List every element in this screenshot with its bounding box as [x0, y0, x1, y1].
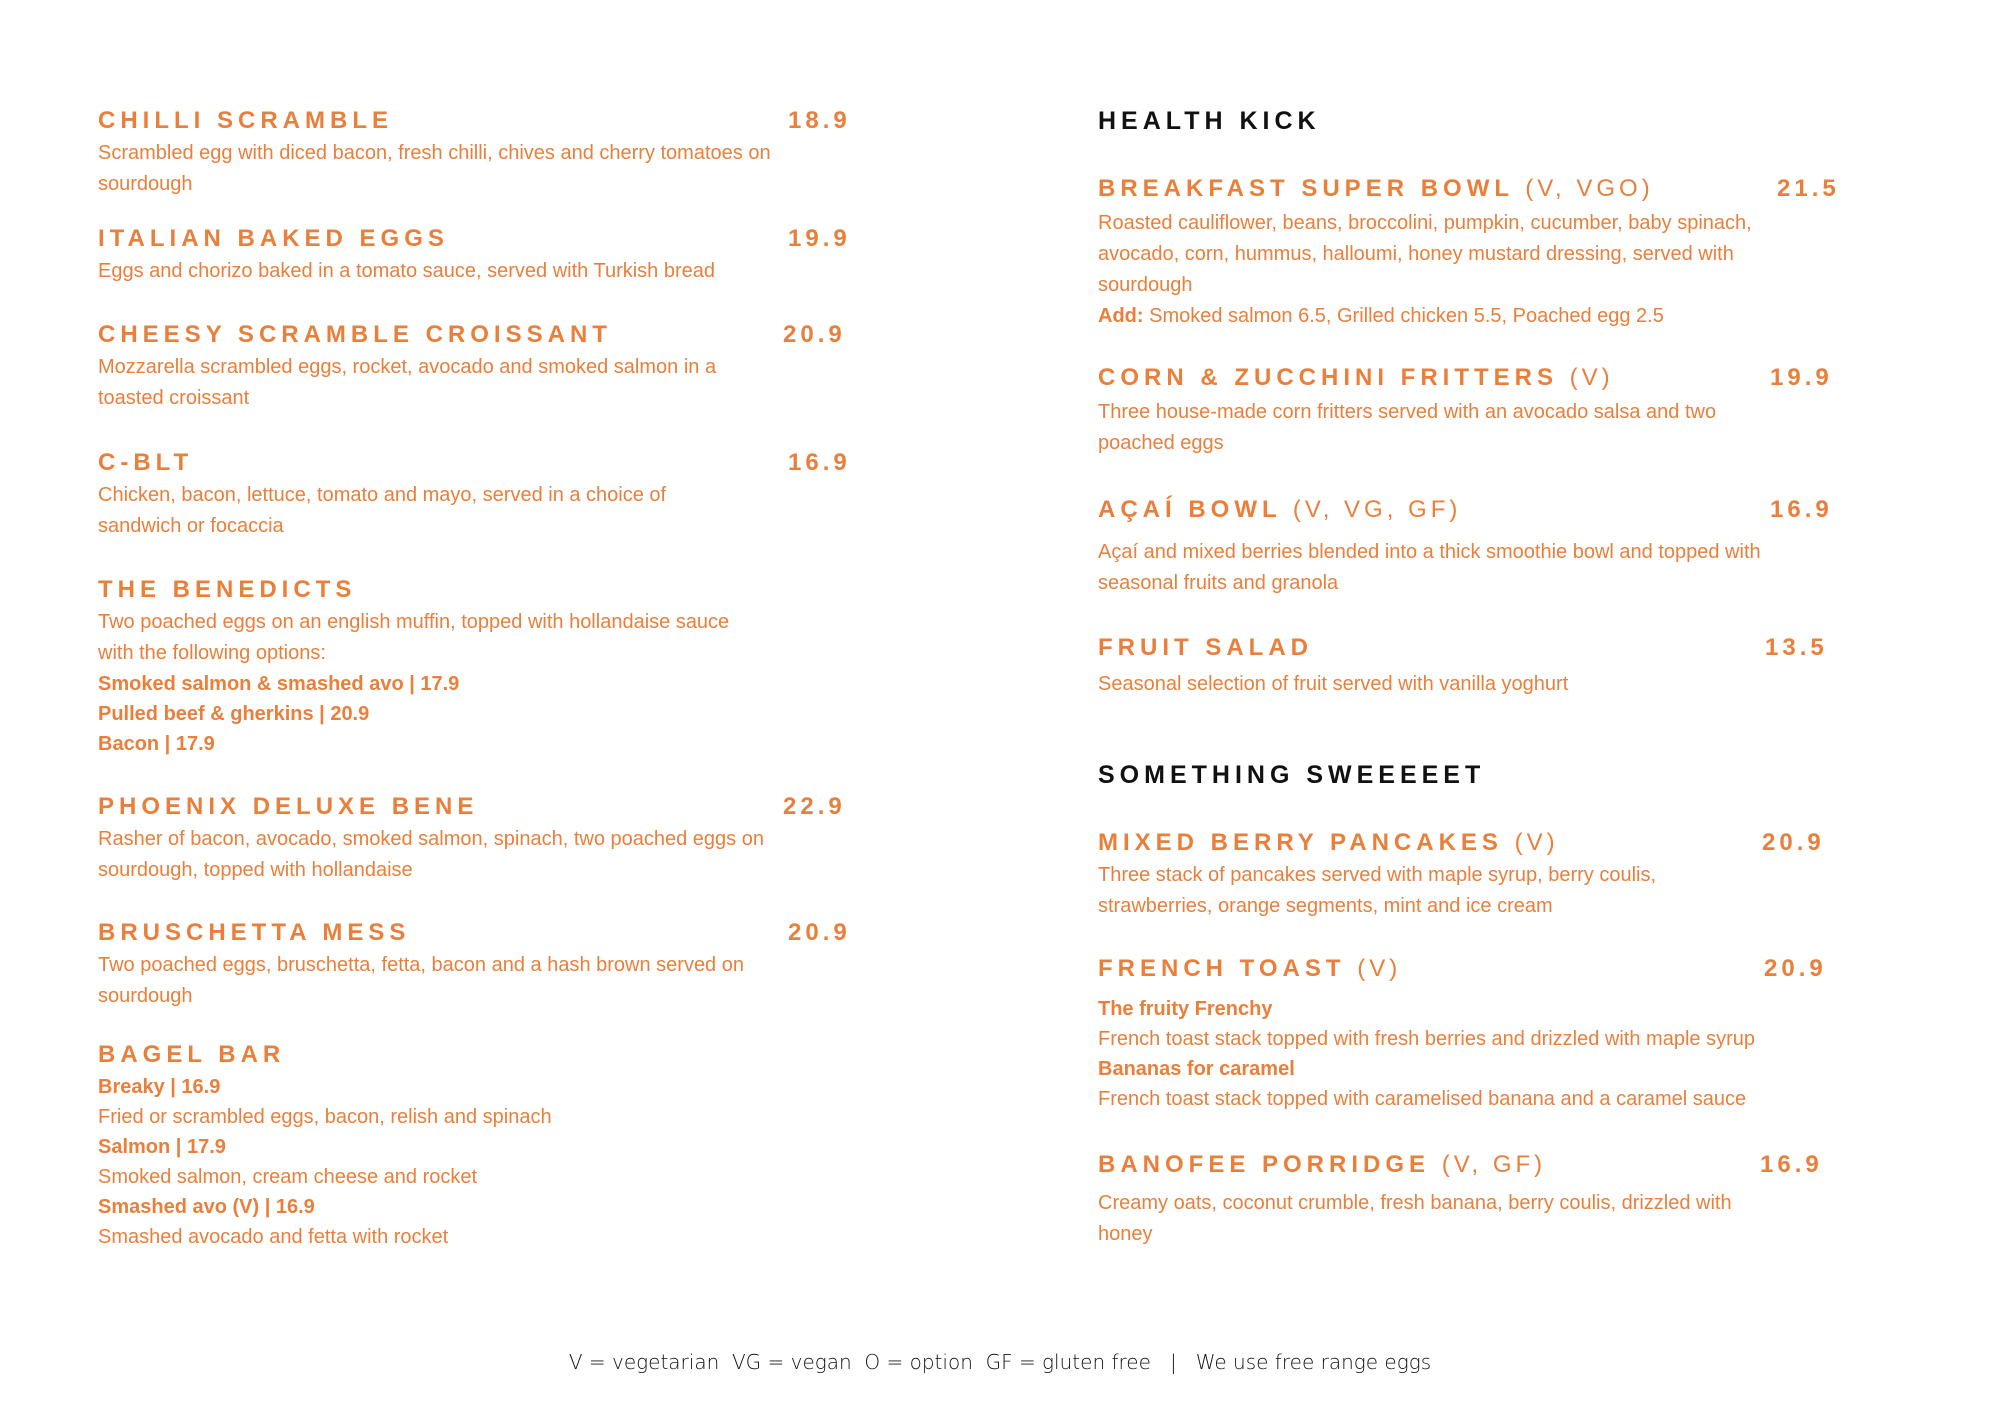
item-tags: (V, GF): [1441, 1151, 1547, 1178]
item-price: 13.5: [1765, 634, 1828, 661]
menu-item-the-benedicts: [98, 573, 858, 759]
item-description: Seasonal selection of fruit served with vanilla yoghurt: [1098, 673, 1569, 695]
item-title: PHOENIX DELUXE BENE: [98, 793, 479, 820]
add-text: Smoked salmon 6.5, Grilled chicken 5.5, Poached egg 2.5: [1149, 305, 1664, 327]
french-toast-option-desc: French toast stack topped with caramelised banana and a caramel sauce: [1098, 1088, 1747, 1110]
add-label: Add:: [1098, 305, 1144, 327]
item-title: BANOFEE PORRIDGE (V, GF): [1098, 1151, 1547, 1178]
bagel-option-desc: Fried or scrambled eggs, bacon, relish and spinach: [98, 1106, 552, 1128]
item-price: 16.9: [788, 449, 851, 476]
item-tags: (V, VGO): [1525, 175, 1654, 202]
menu-item-banofee-porridge: [1098, 1148, 1850, 1250]
item-title: FRENCH TOAST (V): [1098, 955, 1402, 982]
item-price: 19.9: [788, 225, 851, 252]
menu-item-breakfast-super-bowl: [1098, 172, 1850, 331]
item-title: THE BENEDICTS: [98, 576, 357, 603]
section-heading-something-sweet: SOMETHING SWEEEEET: [1098, 761, 1486, 789]
french-toast-option-name: The fruity Frenchy: [1098, 998, 1273, 1020]
item-description: Two poached eggs on an english muffin, topped with hollandaise sauce with the following options:: [98, 611, 730, 664]
menu-item-mixed-berry-pancakes: [1098, 826, 1850, 922]
menu-item-italian-baked-eggs: [98, 222, 858, 287]
item-description: Açaí and mixed berries blended into a thick smoothie bowl and topped with seasonal fruits and granola: [1098, 541, 1761, 594]
item-title: BRUSCHETTA MESS: [98, 919, 411, 946]
item-price: 22.9: [783, 793, 846, 820]
item-title: BAGEL BAR: [98, 1041, 286, 1068]
bagel-option-desc: Smashed avocado and fetta with rocket: [98, 1226, 449, 1248]
item-description: Two poached eggs, bruschetta, fetta, bacon and a hash brown served on sourdough: [98, 954, 744, 1007]
bagel-option-name: Breaky | 16.9: [98, 1076, 221, 1098]
item-tags: (V): [1357, 955, 1402, 982]
item-title: MIXED BERRY PANCAKES (V): [1098, 829, 1559, 856]
item-description: Scrambled egg with diced bacon, fresh chilli, chives and cherry tomatoes on sourdough: [98, 142, 771, 195]
item-price: 16.9: [1770, 496, 1833, 523]
item-description: Three house-made corn fritters served with an avocado salsa and two poached eggs: [1098, 401, 1717, 454]
item-price: 20.9: [1762, 829, 1825, 856]
item-price: 20.9: [788, 919, 851, 946]
item-title: FRUIT SALAD: [1098, 634, 1313, 661]
bagel-option-name: Smashed avo (V) | 16.9: [98, 1196, 315, 1218]
item-price: 21.5: [1777, 175, 1840, 202]
menu-item-chilli-scramble: [98, 104, 858, 200]
item-tags: (V): [1569, 364, 1614, 391]
menu-item-bagel-bar: [98, 1038, 858, 1252]
item-title: CORN & ZUCCHINI FRITTERS (V): [1098, 364, 1614, 391]
item-tags: (V): [1514, 829, 1559, 856]
item-description: Three stack of pancakes served with maple syrup, berry coulis, strawberries, orange segments, mint and ice cream: [1098, 864, 1657, 917]
item-description: Creamy oats, coconut crumble, fresh banana, berry coulis, drizzled with honey: [1098, 1192, 1732, 1245]
menu-item-bruschetta-mess: [98, 916, 858, 1012]
menu-item-corn-zucchini-fritters: [1098, 361, 1850, 459]
item-price: 20.9: [783, 321, 846, 348]
item-description: Mozzarella scrambled eggs, rocket, avocado and smoked salmon in a toasted croissant: [98, 356, 717, 409]
item-title: ITALIAN BAKED EGGS: [98, 225, 449, 252]
bagel-option-name: Salmon | 17.9: [98, 1136, 226, 1158]
section-heading-health-kick: HEALTH KICK: [1098, 107, 1321, 135]
menu-item-phoenix-deluxe-bene: [98, 790, 858, 886]
item-title: C-BLT: [98, 449, 194, 476]
item-tags: (V, VG, GF): [1292, 496, 1462, 523]
item-title: CHEESY SCRAMBLE CROISSANT: [98, 321, 612, 348]
menu-item-c-blt: [98, 446, 858, 542]
benedict-option: Bacon | 17.9: [98, 733, 215, 755]
add-ons: [1098, 301, 1850, 331]
item-description: Eggs and chorizo baked in a tomato sauce, served with Turkish bread: [98, 260, 716, 282]
item-title: AÇAÍ BOWL (V, VG, GF): [1098, 496, 1462, 523]
dietary-legend-footer: V = vegetarian VG = vegan O = option GF = gluten free | We use free range eggs: [568, 1350, 1432, 1374]
bagel-option-desc: Smoked salmon, cream cheese and rocket: [98, 1166, 478, 1188]
item-description: Rasher of bacon, avocado, smoked salmon, spinach, two poached eggs on sourdough, topped with hollandaise: [98, 828, 764, 881]
item-price: 19.9: [1770, 364, 1833, 391]
item-title: BREAKFAST SUPER BOWL (V, VGO): [1098, 175, 1654, 202]
item-title: CHILLI SCRAMBLE: [98, 107, 393, 134]
benedict-option: Smoked salmon & smashed avo | 17.9: [98, 673, 460, 695]
item-price: 16.9: [1760, 1151, 1823, 1178]
menu-item-fruit-salad: [1098, 631, 1850, 700]
item-price: 18.9: [788, 107, 851, 134]
item-price: 20.9: [1764, 955, 1827, 982]
french-toast-option-name: Bananas for caramel: [1098, 1058, 1295, 1080]
menu-item-french-toast: [1098, 952, 1850, 1114]
item-description: Chicken, bacon, lettuce, tomato and mayo, served in a choice of sandwich or focaccia: [98, 484, 667, 537]
french-toast-option-desc: French toast stack topped with fresh berries and drizzled with maple syrup: [1098, 1028, 1755, 1050]
item-description: Roasted cauliflower, beans, broccolini, pumpkin, cucumber, baby spinach, avocado, corn, hummus, halloumi, honey mustard dressing, served with sourdough: [1098, 212, 1752, 296]
benedict-option: Pulled beef & gherkins | 20.9: [98, 703, 370, 725]
menu-item-acai-bowl: [1098, 493, 1850, 599]
menu-item-cheesy-scramble-croissant: [98, 318, 858, 414]
